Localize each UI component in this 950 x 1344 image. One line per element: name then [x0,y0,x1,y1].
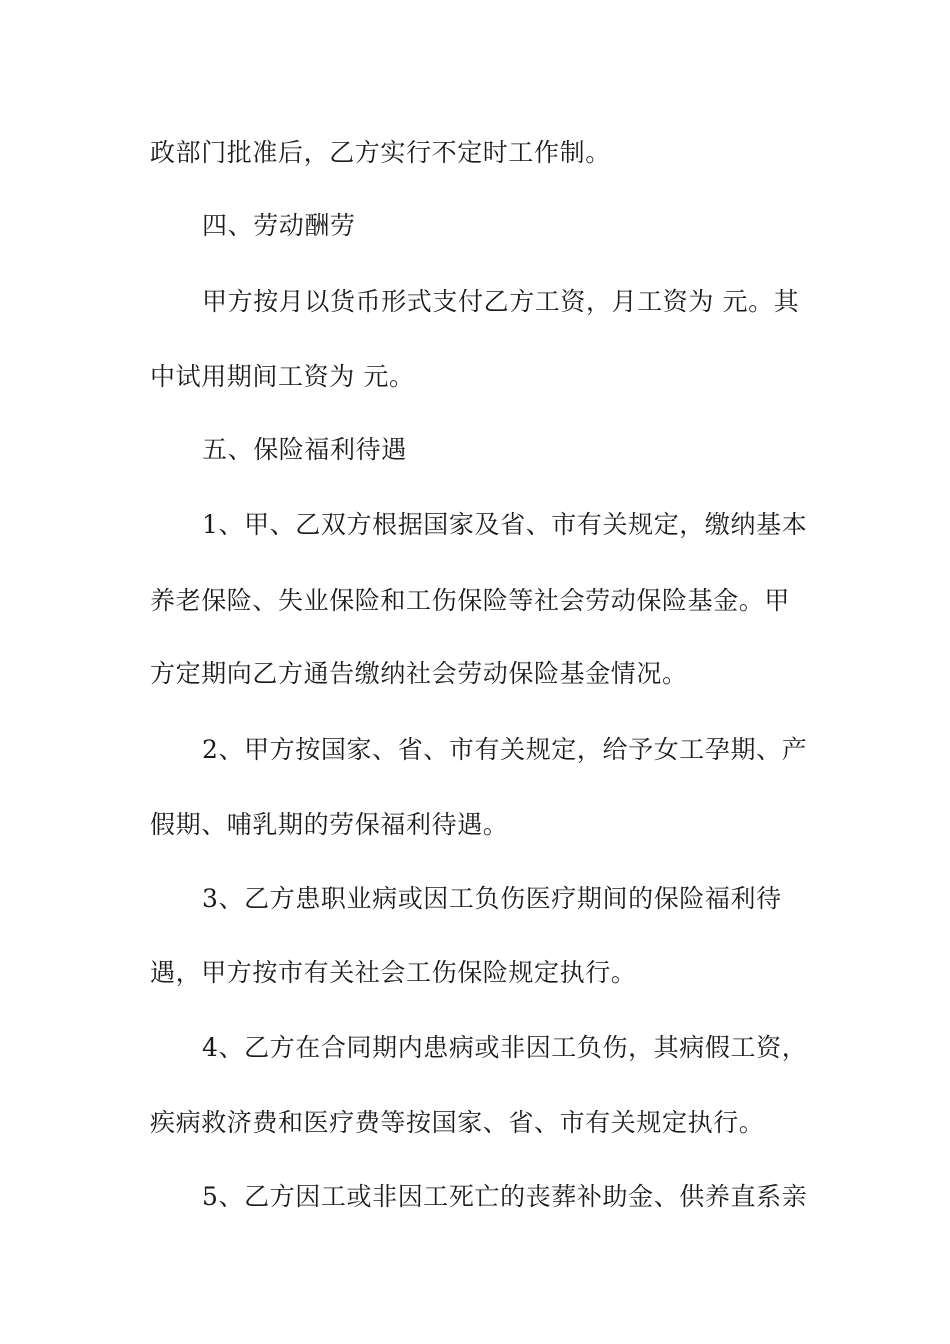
text-line: 5、乙方因工或非因工死亡的丧葬补助金、供养直系亲 [202,1182,808,1211]
section-heading-insurance-welfare: 五、保险福利待遇 [202,435,407,464]
section-heading-labor-pay: 四、劳动酬劳 [202,211,356,240]
text-line: 1、甲、乙双方根据国家及省、市有关规定，缴纳基本 [202,510,808,539]
text-line: 政部门批准后，乙方实行不定时工作制。 [150,138,611,167]
text-line: 方定期向乙方通告缴纳社会劳动保险基金情况。 [150,659,688,688]
text-line: 遇，甲方按市有关社会工伤保险规定执行。 [150,958,637,987]
text-line: 养老保险、失业保险和工伤保险等社会劳动保险基金。甲 [150,586,791,615]
text-line: 甲方按月以货币形式支付乙方工资，月工资为 元。其 [202,287,800,316]
text-line: 3、乙方患职业病或因工负伤医疗期间的保险福利待 [202,884,782,913]
text-line: 疾病救济费和医疗费等按国家、省、市有关规定执行。 [150,1108,765,1137]
text-line: 4、乙方在合同期内患病或非因工负伤，其病假工资， [202,1033,808,1062]
text-line: 假期、哺乳期的劳保福利待遇。 [150,810,509,839]
text-line: 中试用期间工资为 元。 [150,362,415,391]
text-line: 2、甲方按国家、省、市有关规定，给予女工孕期、产 [202,735,808,764]
